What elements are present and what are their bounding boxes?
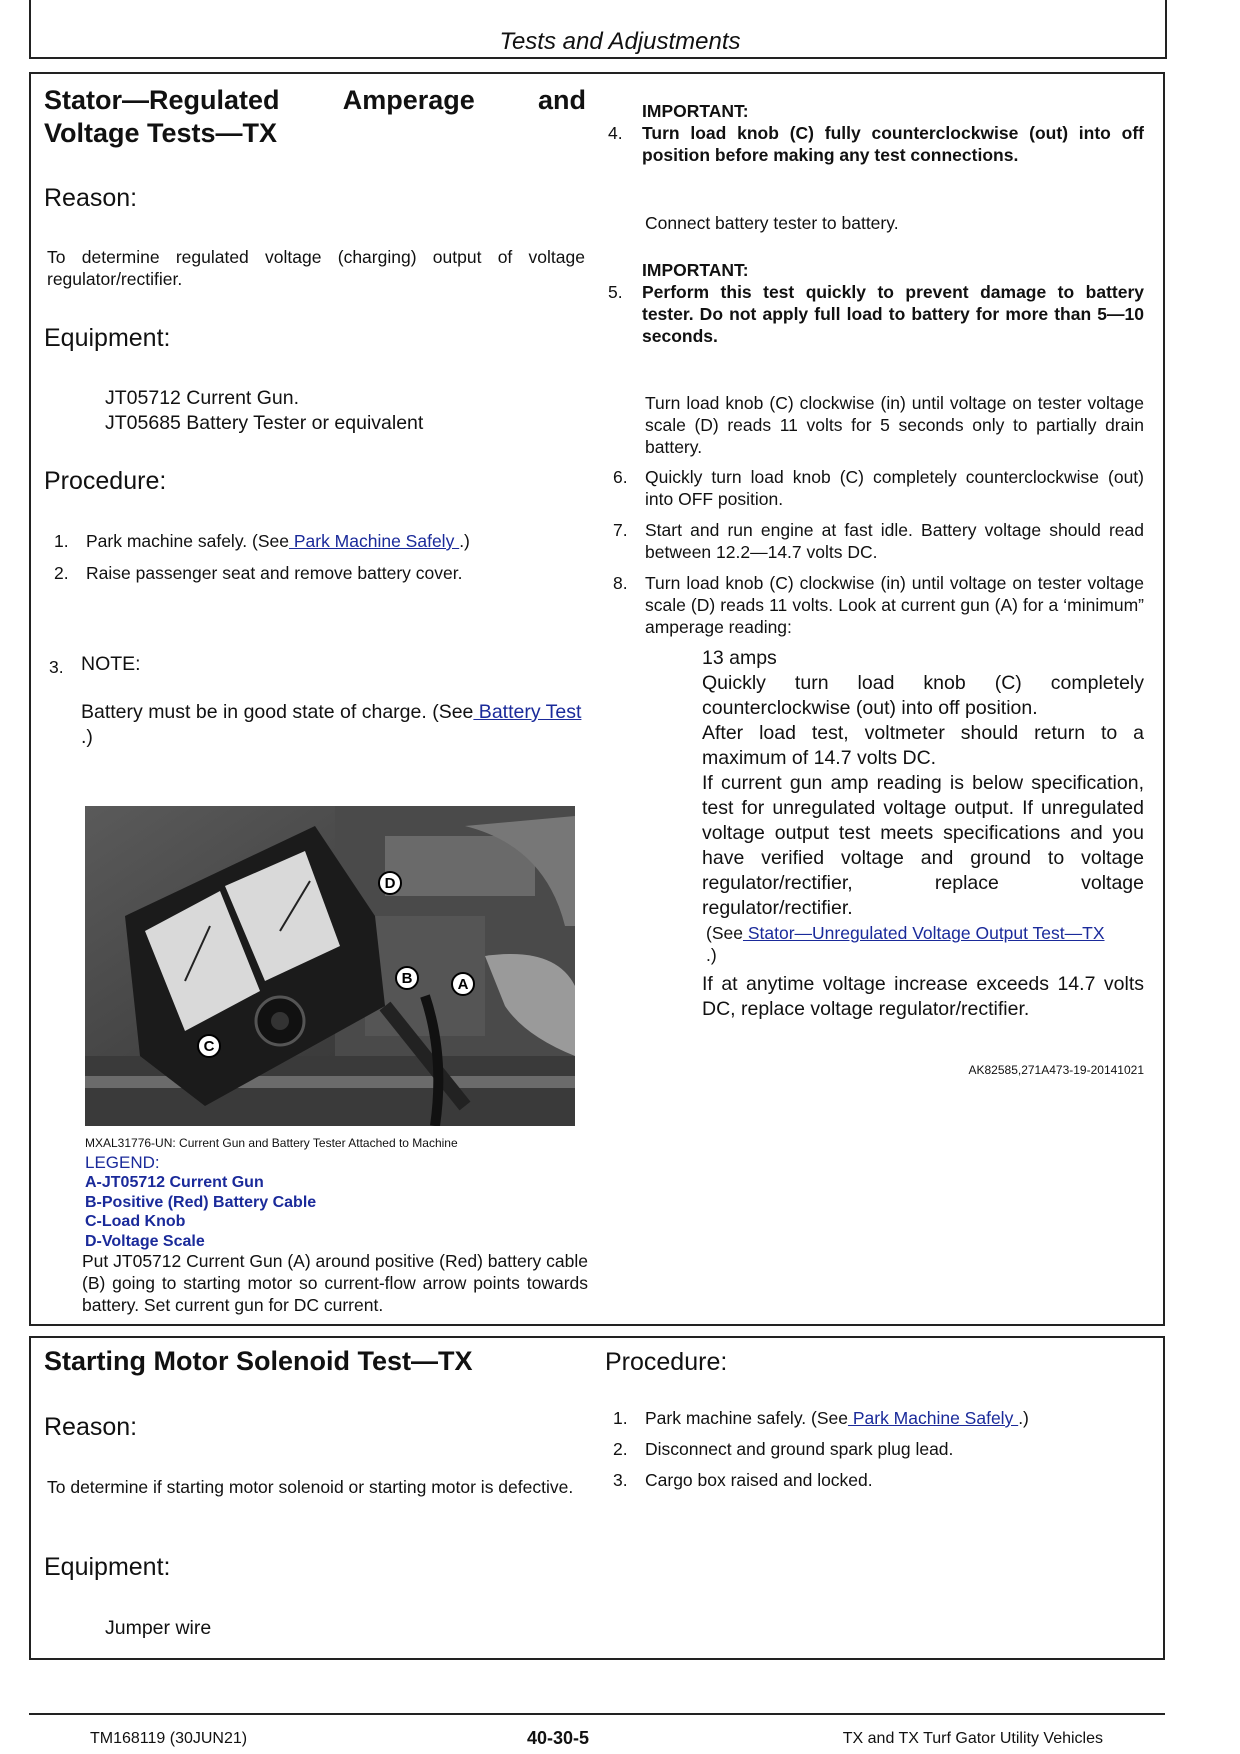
quickly-text: Quickly turn load knob (C) completely counterclockwise (out) into off position. [702,672,1144,719]
photo-label-a: A [457,976,469,993]
step-text: Cargo box raised and locked. [645,1470,873,1490]
important-label: IMPORTANT: [642,260,749,280]
park-machine-safely-link[interactable]: Park Machine Safely [288,531,460,551]
footer-page-number: 40-30-5 [527,1728,590,1748]
note-after: .) [81,726,93,748]
reference-code: AK82585,271A473-19-20141021 [968,1063,1144,1077]
step-number: 4. [608,123,623,143]
step-number: 6. [613,467,628,487]
list-item [613,466,1144,510]
legend-item: C-Load Knob [85,1213,186,1230]
important-text: Perform this test quickly to prevent damage to battery tester. Do not apply full load to battery for more than 5—10 seconds. [642,282,1144,346]
step-text: Disconnect and ground spark plug lead. [645,1439,954,1459]
list-item [613,1438,1144,1460]
legend-title: LEGEND: [85,1153,160,1172]
procedure-steps [613,1407,1144,1491]
spec-block [702,646,1144,921]
equipment-heading: Equipment: [44,324,171,352]
footer-manual-title: TX and TX Turf Gator Utility Vehicles [842,1730,1103,1747]
equipment-item: JT05712 Current Gun. [105,387,300,409]
step-text-after: .) [1018,1408,1029,1428]
procedure-steps-right [613,466,1144,638]
list-item [54,530,584,552]
see-prefix: (See [706,923,743,943]
step-number: 2. [613,1439,628,1459]
see-reference [706,922,1146,966]
park-machine-safely-link[interactable]: Park Machine Safely [847,1408,1019,1428]
procedure-heading: Procedure: [605,1348,728,1376]
list-item [613,572,1144,638]
equipment-heading: Equipment: [44,1553,171,1581]
step-number: 3. [49,657,64,677]
step-text: Park machine safely. (See [645,1408,848,1428]
step-number: 1. [54,531,69,551]
note-body: Battery must be in good state of charge. (See [81,701,474,723]
step-number: 1. [613,1408,628,1428]
reason-text: To determine if starting motor solenoid or starting motor is defective. [47,1477,574,1497]
step-text: Raise passenger seat and remove battery cover. [86,563,463,583]
photo-label-d: D [384,875,396,892]
if-current-text: If current gun amp reading is below specification, test for unregulated voltage output. If unregulated voltage output test meets specifications and you have verified voltage and ground to voltage regulator/rectifier, replace voltage regulator/rectifier. [702,772,1144,919]
photo-label-c: C [203,1038,215,1055]
important-text: Turn load knob (C) fully counterclockwise (out) into off position before making any test connections. [642,123,1144,165]
step-text: Park machine safely. (See [86,531,289,551]
if-anytime-text: If at anytime voltage increase exceeds 14.7 volts DC, replace voltage regulator/rectifier. [702,973,1144,1020]
step-text: Quickly turn load knob (C) completely counterclockwise (out) into OFF position. [645,467,1144,509]
note-text [81,700,586,750]
list-item [613,1469,1144,1491]
section1-title [44,84,586,150]
step-text: Turn load knob (C) clockwise (in) until voltage on tester voltage scale (D) reads 11 volts. Look at current gun (A) for a ‘minimum” amperage reading: [645,573,1144,637]
reason-heading: Reason: [44,1413,138,1441]
current-gun-instructions: Put JT05712 Current Gun (A) around positive (Red) battery cable (B) going to starting motor so current-flow arrow points towards battery. Set current gun for DC current. [82,1251,588,1315]
equipment-item: Jumper wire [105,1617,212,1639]
battery-test-link[interactable]: Battery Test [473,701,582,723]
title-word: Stator—Regulated [44,85,280,115]
legend-item: B-Positive (Red) Battery Cable [85,1193,317,1211]
procedure-steps [54,530,584,584]
important-label: IMPORTANT: [642,101,749,121]
title-line2: Voltage Tests—TX [44,118,278,148]
step-text-after: .) [459,531,470,551]
reason-text: To determine regulated voltage (charging) output of voltage regulator/rectifier. [47,247,585,289]
legend-item: A-JT05712 Current Gun [85,1174,264,1191]
unregulated-voltage-test-link[interactable]: Stator—Unregulated Voltage Output Test—TX [742,923,1105,943]
spec-value: 13 amps [702,647,777,669]
header-title: Tests and Adjustments [499,28,741,55]
photo-caption: MXAL31776-UN: Current Gun and Battery Tester Attached to Machine [85,1136,458,1150]
step-number: 3. [613,1470,628,1490]
equipment-item: JT05685 Battery Tester or equivalent [105,412,424,434]
procedure-heading: Procedure: [44,467,167,495]
equipment-list [105,386,423,436]
footer-document-id: TM168119 (30JUN21) [90,1730,248,1747]
step-number: 7. [613,520,628,540]
title-word: Amperage [342,85,475,115]
reason-heading: Reason: [44,184,138,212]
turn-knob-text: Turn load knob (C) clockwise (in) until voltage on tester voltage scale (D) reads 11 volts for 5 seconds only to partially drain battery. [645,393,1144,457]
list-item [613,519,1144,563]
list-item [54,562,584,584]
photo-label-b: B [401,970,413,987]
connect-text: Connect battery tester to battery. [645,213,899,233]
section-solenoid-test [29,1336,1165,1660]
step-text: Start and run engine at fast idle. Battery voltage should read between 12.2—14.7 volts DC. [645,520,1144,562]
list-item [613,1407,1144,1429]
legend [85,1153,316,1251]
step-number: 2. [54,563,69,583]
after-load-text: After load test, voltmeter should return to a maximum of 14.7 volts DC. [702,722,1144,769]
step-number: 5. [608,282,623,302]
legend-item: D-Voltage Scale [85,1232,205,1250]
step-number: 8. [613,573,628,593]
tester-photo [85,806,575,1126]
section2-title: Starting Motor Solenoid Test—TX [44,1346,473,1376]
note-label: NOTE: [81,653,141,675]
footer-rule [29,1713,1165,1715]
title-word: and [537,85,586,115]
tester-photo-illustration [85,806,575,1126]
see-after: .) [706,945,717,965]
